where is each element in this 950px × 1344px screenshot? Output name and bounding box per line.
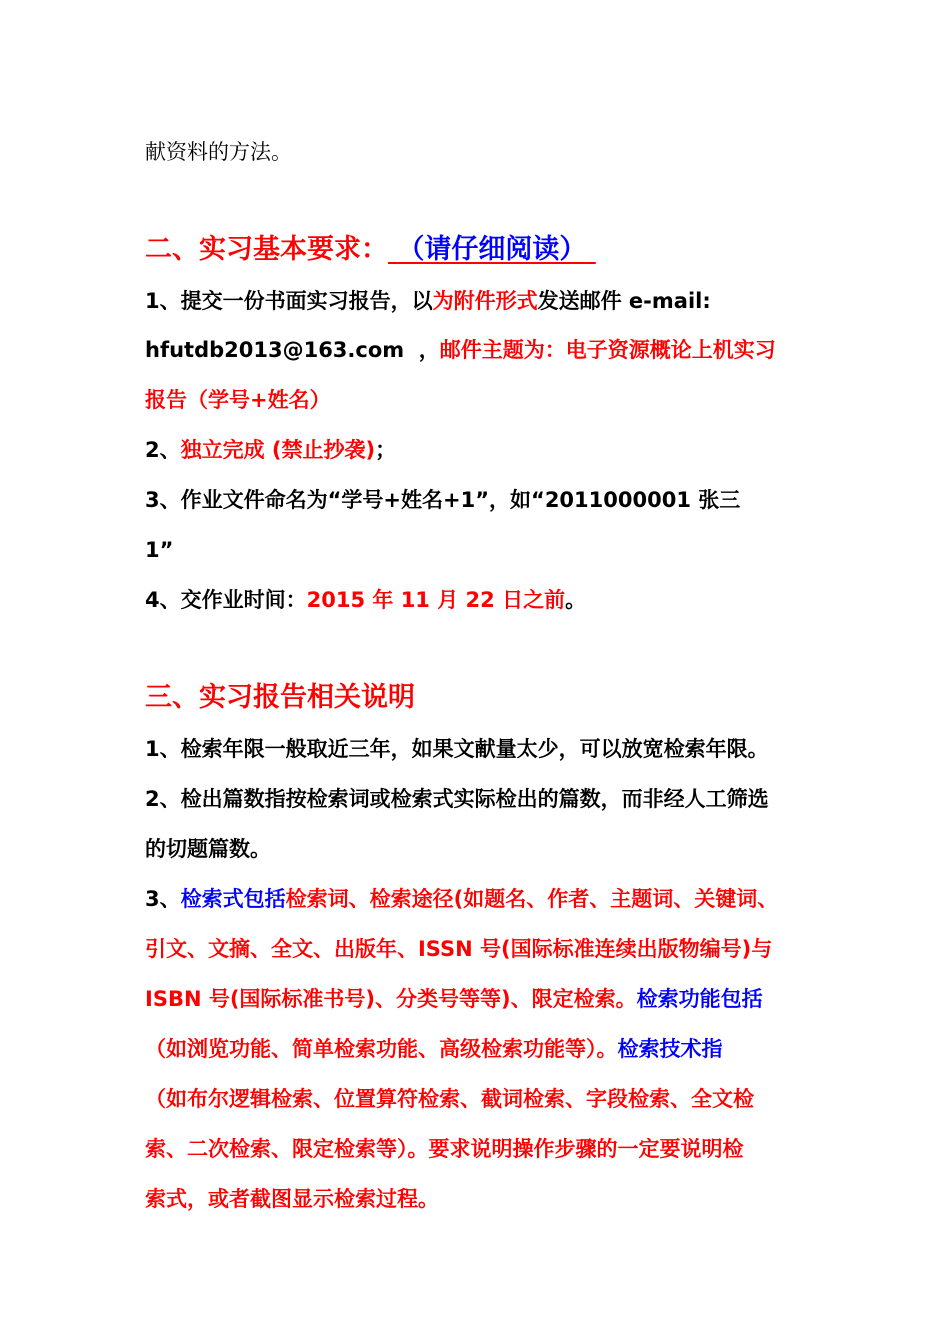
s2-item2-line bbox=[145, 435, 825, 465]
s3-item3-technique-desc-3: 索式，或者截图显示检索过程。 bbox=[145, 1187, 439, 1211]
s2-item3-line2 bbox=[145, 535, 825, 565]
s3-item3-line3 bbox=[145, 984, 825, 1014]
s2-item3-line1 bbox=[145, 485, 825, 515]
section2-title: 二、实习基本要求： bbox=[145, 234, 388, 265]
s2-item1-line3 bbox=[145, 385, 825, 415]
s3-item3-query-desc-3: ISBN 号(国际标准书号)、分类号等等)、限定检索。 bbox=[145, 987, 637, 1011]
s2-item1-text-c: 发送邮件 e-mail: bbox=[537, 289, 711, 313]
email-subject-cont: 报告（学号+姓名） bbox=[145, 388, 331, 412]
s2-item2-end: ； bbox=[375, 438, 397, 462]
s3-item1-line bbox=[145, 734, 825, 764]
s3-item2-text-cont: 的切题篇数。 bbox=[145, 837, 271, 861]
s2-item1-line1 bbox=[145, 286, 825, 316]
s3-item2-line2 bbox=[145, 834, 825, 864]
s2-item4-end: 。 bbox=[565, 588, 587, 612]
section2-read-note: （请仔细阅读） bbox=[397, 234, 587, 265]
s2-item4-deadline: 2015 年 11 月 22 日之前 bbox=[306, 588, 566, 612]
s3-item3-function-label: 检索功能包括 bbox=[636, 987, 763, 1011]
s2-item3-text-cont: 1” bbox=[145, 538, 174, 562]
section3-heading bbox=[145, 680, 825, 716]
s2-item1-sep: ， bbox=[404, 338, 440, 362]
s3-item2-text: 2、检出篇数指按检索词或检索式实际检出的篇数，而非经人工筛选 bbox=[145, 787, 769, 811]
s3-item3-line5 bbox=[145, 1084, 825, 1114]
s2-item4-label: 4、交作业时间： bbox=[145, 588, 307, 612]
s3-item3-query-label: 检索式包括 bbox=[180, 887, 286, 911]
s3-item3-technique-desc: （如布尔逻辑检索、位置算符检索、截词检索、字段检索、全文检 bbox=[145, 1087, 754, 1111]
s3-item3-line6 bbox=[145, 1134, 825, 1164]
s3-item3-query-desc-2: 引文、文摘、全文、出版年、ISSN 号(国际标准连续出版物编号)与 bbox=[145, 937, 773, 961]
s2-item4-line bbox=[145, 585, 825, 615]
s2-item1-attachment: 为附件形式 bbox=[432, 289, 538, 313]
s2-item1-text-a: 1、提交一份书面实习报告，以 bbox=[145, 289, 433, 313]
s2-item3-text: 3、作业文件命名为“学号+姓名+1”，如“2011000001 张三 bbox=[145, 488, 741, 512]
email-address: hfutdb2013@163.com bbox=[145, 338, 405, 362]
s3-item3-technique-label: 检索技术指 bbox=[617, 1037, 723, 1061]
s2-item2-independent: 独立完成 (禁止抄袭) bbox=[180, 438, 376, 462]
s3-item2-line1 bbox=[145, 784, 825, 814]
s2-item1-line2 bbox=[145, 335, 825, 365]
s3-item3-line4 bbox=[145, 1034, 825, 1064]
s3-item3-technique-desc-2: 索、二次检索、限定检索等）。要求说明操作步骤的一定要说明检 bbox=[145, 1137, 744, 1161]
s3-item3-line2 bbox=[145, 934, 825, 964]
s2-item2-num: 2、 bbox=[145, 438, 181, 462]
s3-item3-query-desc: 检索词、检索途径(如题名、作者、主题词、关键词、 bbox=[285, 887, 779, 911]
s3-item1-text: 1、检索年限一般取近三年，如果文献量太少，可以放宽检索年限。 bbox=[145, 737, 769, 761]
intro-tail-text: 献资料的方法。 bbox=[145, 140, 292, 164]
intro-tail-line bbox=[145, 137, 825, 167]
s3-item3-line1 bbox=[145, 884, 825, 914]
s3-item3-function-desc: （如浏览功能、简单检索功能、高级检索功能等）。 bbox=[145, 1037, 618, 1061]
section3-title: 三、实习报告相关说明 bbox=[145, 682, 415, 713]
section2-heading bbox=[145, 232, 825, 268]
email-subject: 邮件主题为：电子资源概论上机实习 bbox=[439, 338, 776, 362]
s3-item3-num: 3、 bbox=[145, 887, 181, 911]
s3-item3-line7 bbox=[145, 1184, 825, 1214]
